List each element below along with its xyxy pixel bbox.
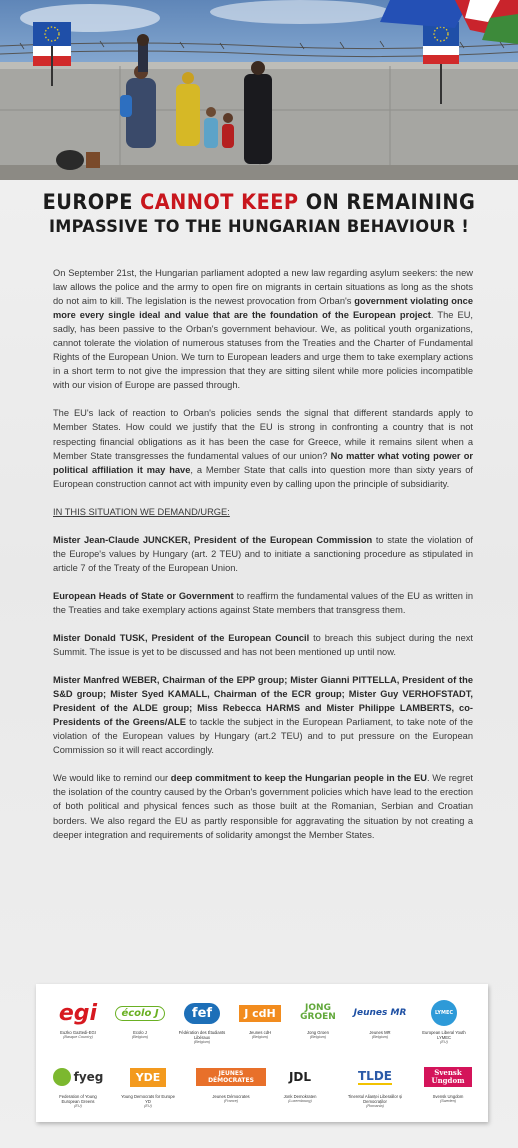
logo-jeunes-cdh: J cdH Jeunes cdH (Belgium) — [232, 998, 288, 1040]
demand-heads-of-state: European Heads of State or Government to reaffirm the fundamental values of the EU as written in the Treaties and take exemplary actions against State members that transgress them. — [53, 590, 473, 615]
logo-fef: fef Fédération des Étudiants Libéraux (Belgium) — [174, 998, 230, 1045]
logo-jong-groen: JONG GROEN Jong Groen (Belgium) — [300, 1003, 336, 1039]
border-fence-illustration — [0, 0, 518, 180]
logo-jeunes-mr: Jeunes MR Jeunes MR (Belgium) — [353, 1008, 407, 1039]
signatory-logos-panel — [36, 984, 488, 1122]
headline-line-1: EUROPE CANNOT KEEP ON REMAINING — [42, 190, 476, 214]
logo-jdl: JDL Jonk Demokraten (Luxembourg) — [283, 1070, 317, 1103]
paragraph-standards: The EU's lack of reaction to Orban's policies sends the signal that different standards apply to Member States. How could we justify that the EU is strong in confronting a country that is not respecting financial obligations as it has been the case for Greece, while it remains silent when a Member State transgresses the fundamental values of our union? No matter what voting power or political affiliation it may have, a Member State that calls into question more than sixty years of European construction cannot act with impunity even by calling upon the principle of subsidiarity. — [53, 408, 473, 489]
demand-group-leaders: Mister Manfred WEBER, Chairman of the EPP group; Mister Gianni PITTELLA, President of the S&D group; Mister Syed KAMALL, Chairman of the ECR group; Mister Guy VERHOFSTADT, President of the ALDE group; Miss Rebecca HARMS and Mister Philippe LAMBERTS, co-Presidents of the Greens/ALE to tackle the subject in the European Parliament, to take note of the violation of the European values by Hungary (art.2 TEU) and to put pressure on the European Commission so it will react accordingly. — [53, 675, 473, 756]
headline — [0, 190, 518, 238]
demand-heading: IN THIS SITUATION WE DEMAND/URGE: — [53, 506, 230, 517]
logo-lymec: LYMEC European Liberal Youth LYMEC (EU) — [416, 998, 472, 1045]
header-photo — [0, 0, 518, 180]
logo-svensk-ungdom: Svensk Ungdom Svensk Ungdom (Sweden) — [420, 1062, 476, 1104]
open-letter-body — [53, 266, 473, 842]
headline-line-2: IMPASSIVE TO THE HUNGARIAN BEHAVIOUR ! — [48, 217, 470, 237]
demand-tusk: Mister Donald TUSK, President of the European Council to breach this subject during the next Summit. The issue is yet to be discussed and has not been mentioned up until now. — [53, 632, 473, 658]
paragraph-law: On September 21st, the Hungarian parliament adopted a new law regarding asylum seekers: the new law allows the police and the army to open fire on migrants in certain situations as long as the shots do not aim to kill. The legislation is the newest provocation from Orban's government violating once more every single ideal and value that are the foundation of the European project. The EU, sadly, has been passive to the Orban's government behaviour. We, as political youth organizations, cannot tolerate the violation of numerous statuses from the Treaties and the Charter of Fundamental Rights of the European Union. We turn to European leaders and urge them to take exemplary actions in a short term to not give the impression that they are sitting silent while more policies incompatible with our vision of Europe are passed through. — [53, 268, 474, 391]
logo-jeunes-democrates: JEUNES DÉMOCRATES Jeunes Démocrates (France) — [196, 1062, 266, 1104]
logo-tlde: TLDE Tineretul Alianței Liberalilor și Democraților (Romania) — [347, 1069, 403, 1108]
logo-egi: egi Euzko Gaztedi-EGI (Basque Country) — [58, 1000, 98, 1039]
logo-yde: YDE Young Democrats for Europe YD (EU) — [120, 1062, 176, 1109]
headline-highlight: CANNOT KEEP — [140, 190, 299, 214]
logo-fyeg: fyeg Federation of Young European Greens (EU) — [50, 1062, 106, 1109]
paragraph-commitment: We would like to remind our deep commitment to keep the Hungarian people in the EU. We regret the isolation of the country caused by the Orban's government policies which have lead to the erection of both political and physical fences such as those built at the Romanian, Serbian and Croatian borders. We also regard the EU as partly responsible for aggravating the situation by not creating a deeper integration and requirements of solidarity amongst the Member States. — [53, 773, 473, 840]
logo-ecolo-j: écolo J Ecolo J (Belgium) — [112, 998, 168, 1040]
demand-juncker: Mister Jean-Claude JUNCKER, President of the European Commission to state the violation of the Europe's values by Hungary (art. 2 TEU) and to initiate a sanctioning procedure as stipulated in article 7 of the Treaty of the European Union. — [53, 534, 473, 573]
